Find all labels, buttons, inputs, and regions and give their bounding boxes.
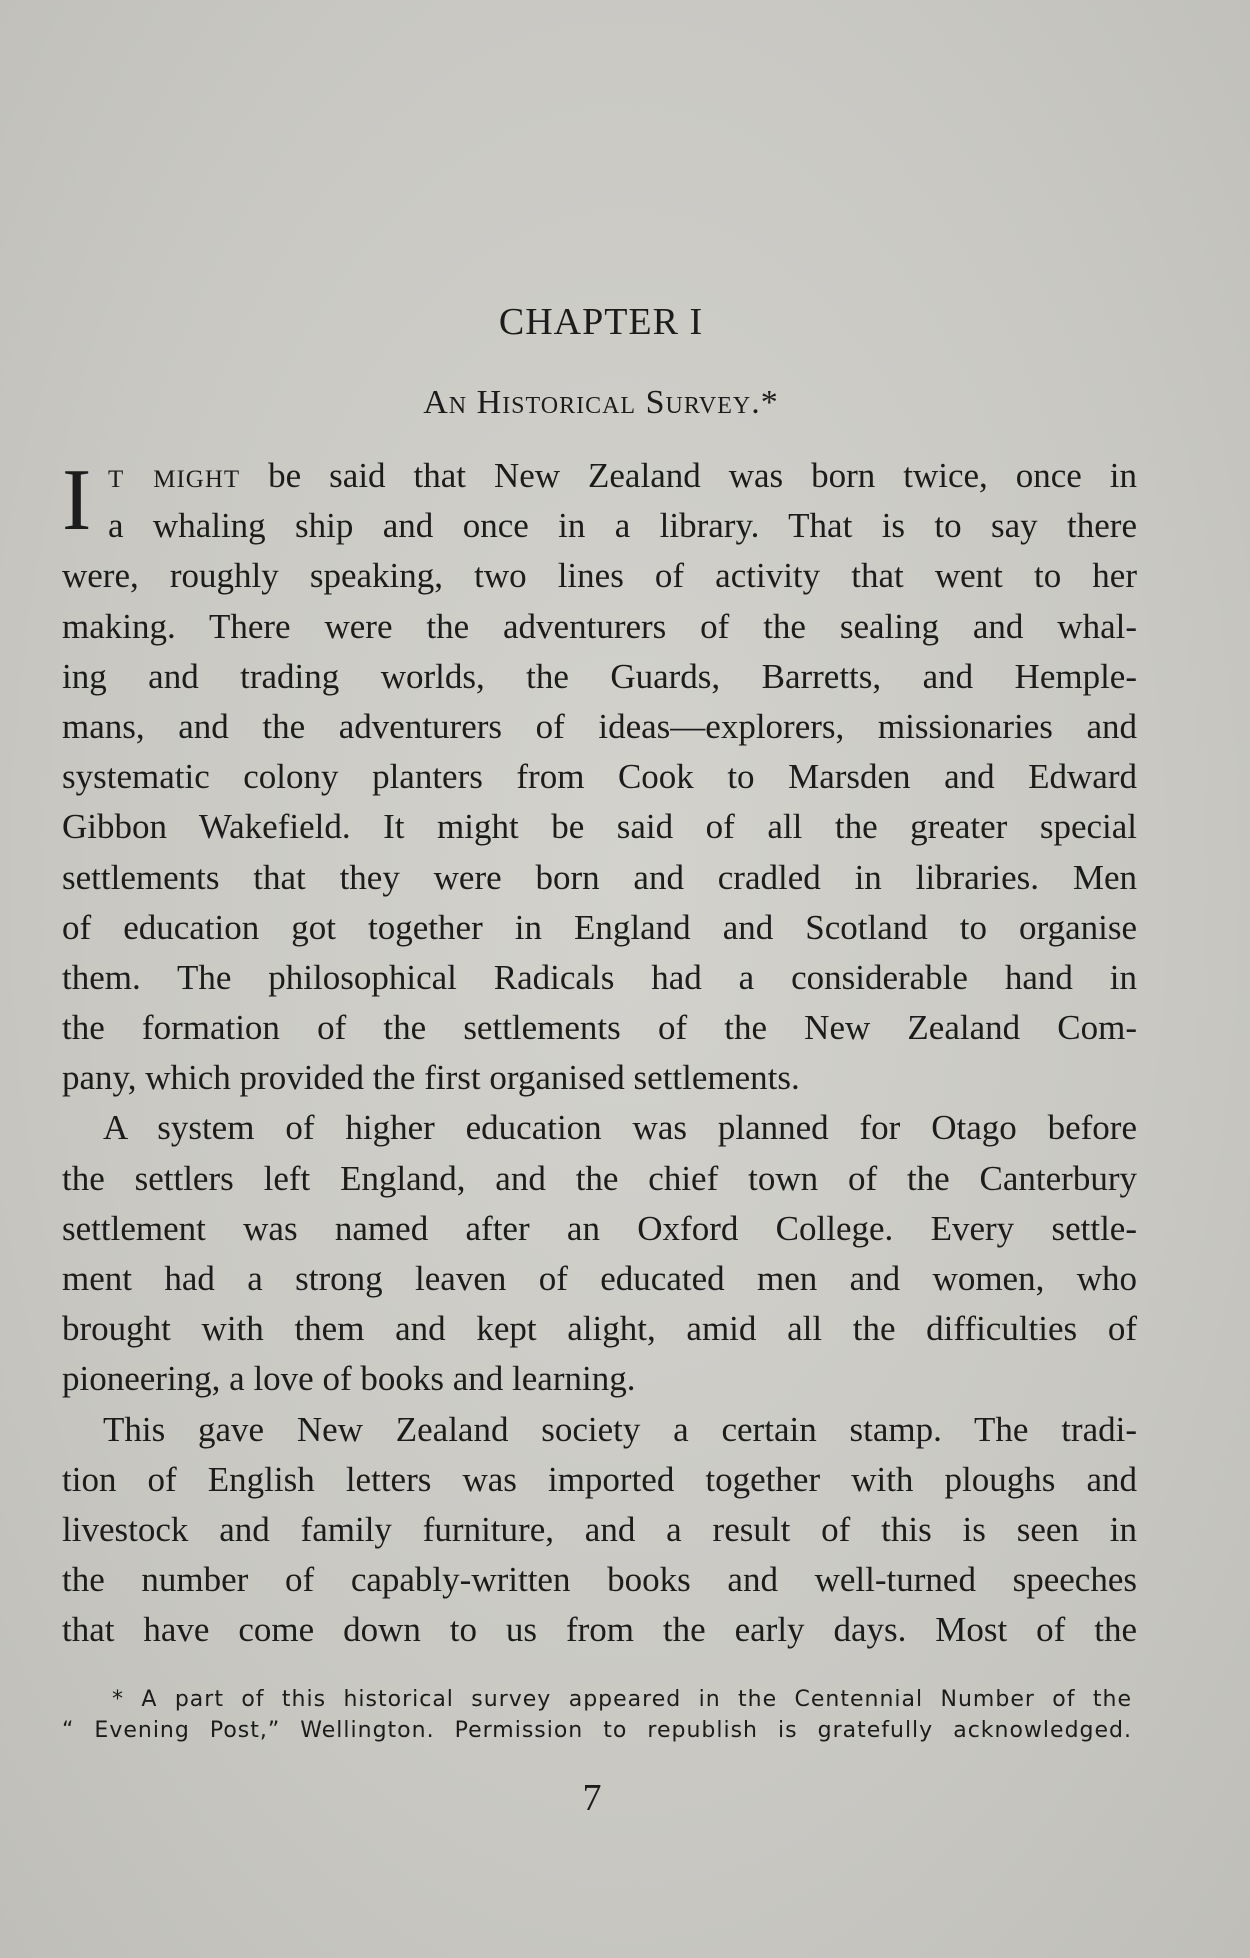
text-line-content: be said that New Zealand was born twice, once in — [240, 456, 1137, 495]
text-line: brought with them and kept alight, amid all the difficulties of — [62, 1309, 1137, 1349]
text-line: of education got together in England and Scotland to organise — [62, 907, 1137, 947]
text-line: a whaling ship and once in a library. That is to say there — [108, 506, 1137, 546]
text-line: the formation of the settlements of the New Zealand Com- — [62, 1008, 1137, 1048]
body-text — [62, 451, 1137, 1656]
footnote-line: * A part of this historical survey appeared in the Centennial Number of the — [112, 1687, 1132, 1712]
text-line: This gave New Zealand society a certain stamp. The tradi- — [103, 1409, 1137, 1449]
text-line: the number of capably-written books and well-turned speeches — [62, 1560, 1137, 1600]
text-line — [62, 451, 1137, 501]
text-line: systematic colony planters from Cook to Marsden and Edward — [62, 757, 1137, 797]
text-line: pioneering, a love of books and learning. — [62, 1359, 636, 1399]
text-line: that have come down to us from the early days. Most of the — [62, 1610, 1137, 1650]
book-page — [62, 0, 1137, 1958]
chapter-title: CHAPTER I — [498, 301, 704, 343]
text-line: tion of English letters was imported together with ploughs and — [62, 1459, 1137, 1499]
text-line: A system of higher education was planned for Otago before — [103, 1108, 1137, 1148]
text-line: settlement was named after an Oxford College. Every settle- — [62, 1208, 1137, 1248]
text-line: ing and trading worlds, the Guards, Barretts, and Hemple- — [62, 656, 1137, 696]
text-line: mans, and the adventurers of ideas—explorers, missionaries and — [62, 706, 1137, 746]
lead-in-smallcaps: t might — [108, 456, 241, 495]
paragraph-1 — [62, 451, 1137, 1103]
text-line: the settlers left England, and the chief town of the Canterbury — [62, 1158, 1137, 1198]
text-line: them. The philosophical Radicals had a considerable hand in — [62, 957, 1137, 997]
page-number: 7 — [582, 1777, 602, 1819]
text-line: livestock and family furniture, and a result of this is seen in — [62, 1509, 1137, 1549]
text-line: Gibbon Wakefield. It might be said of all the greater special — [62, 807, 1137, 847]
text-line: were, roughly speaking, two lines of activity that went to her — [62, 556, 1137, 596]
footnote — [62, 1684, 1132, 1746]
paragraph-3 — [62, 1405, 1137, 1656]
text-line: pany, which provided the first organised settlements. — [62, 1058, 800, 1098]
text-line: settlements that they were born and cradled in libraries. Men — [62, 857, 1137, 897]
paragraph-2 — [62, 1103, 1137, 1404]
chapter-subtitle: An Historical Survey.* — [423, 384, 779, 421]
text-line: making. There were the adventurers of the sealing and whal- — [62, 606, 1137, 646]
text-line: ment had a strong leaven of educated men and women, who — [62, 1259, 1137, 1298]
footnote-line: “ Evening Post,” Wellington. Permission to republish is gratefully acknowledged. — [62, 1718, 1132, 1743]
drop-cap: I — [62, 452, 92, 549]
